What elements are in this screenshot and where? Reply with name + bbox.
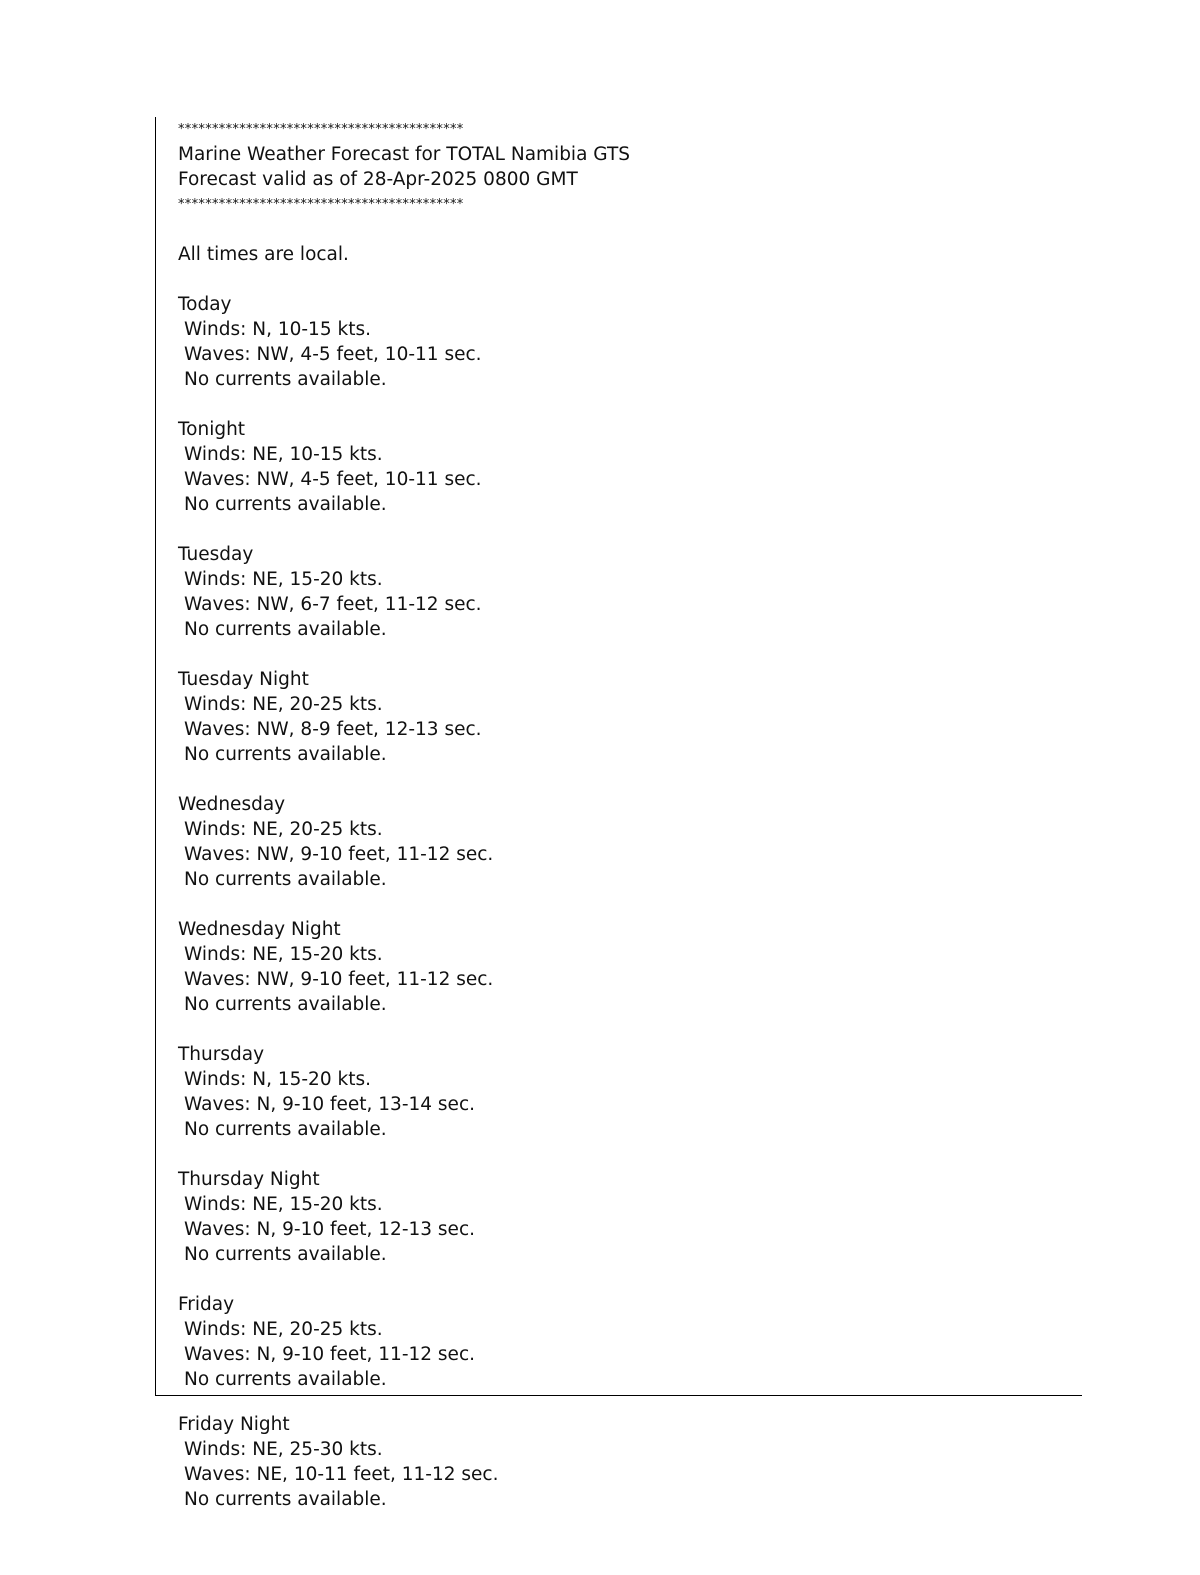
period-waves: Waves: N, 9-10 feet, 12-13 sec. bbox=[184, 1219, 475, 1240]
period-waves: Waves: NW, 4-5 feet, 10-11 sec. bbox=[184, 469, 482, 490]
forecast-period bbox=[178, 1167, 1058, 1292]
period-winds: Winds: N, 10-15 kts. bbox=[184, 319, 371, 340]
period-name: Friday Night bbox=[178, 1414, 290, 1435]
period-name: Tuesday Night bbox=[178, 669, 309, 690]
period-winds: Winds: NE, 20-25 kts. bbox=[184, 694, 383, 715]
forecast-period bbox=[178, 1292, 1058, 1392]
period-winds: Winds: NE, 15-20 kts. bbox=[184, 944, 383, 965]
period-name: Today bbox=[178, 294, 232, 315]
period-winds: Winds: N, 15-20 kts. bbox=[184, 1069, 371, 1090]
forecast-title: Marine Weather Forecast for TOTAL Namibia GTS bbox=[178, 144, 631, 165]
spacer bbox=[178, 1267, 1058, 1292]
spacer bbox=[178, 1142, 1058, 1167]
forecast-document bbox=[178, 117, 1058, 1392]
period-currents: No currents available. bbox=[184, 994, 387, 1015]
forecast-period bbox=[178, 667, 1058, 792]
period-winds: Winds: NE, 25-30 kts. bbox=[184, 1439, 383, 1460]
period-waves: Waves: NW, 9-10 feet, 11-12 sec. bbox=[184, 844, 494, 865]
period-waves: Waves: N, 9-10 feet, 13-14 sec. bbox=[184, 1094, 475, 1115]
forecast-period-overflow bbox=[178, 1412, 1058, 1512]
period-name: Wednesday Night bbox=[178, 919, 341, 940]
header-stars-top: ****************************************** bbox=[178, 122, 464, 137]
forecast-period bbox=[178, 1042, 1058, 1167]
spacer bbox=[178, 892, 1058, 917]
period-waves: Waves: N, 9-10 feet, 11-12 sec. bbox=[184, 1344, 475, 1365]
period-currents: No currents available. bbox=[184, 619, 387, 640]
bottom-border-rule bbox=[155, 1395, 1082, 1396]
left-border-rule bbox=[155, 117, 156, 1396]
period-waves: Waves: NE, 10-11 feet, 11-12 sec. bbox=[184, 1464, 499, 1485]
period-winds: Winds: NE, 10-15 kts. bbox=[184, 444, 383, 465]
forecast-period bbox=[178, 792, 1058, 917]
period-currents: No currents available. bbox=[184, 1244, 387, 1265]
forecast-period bbox=[178, 417, 1058, 542]
spacer bbox=[178, 267, 1058, 292]
period-name: Friday bbox=[178, 1294, 235, 1315]
spacer bbox=[178, 642, 1058, 667]
times-note: All times are local. bbox=[178, 244, 349, 265]
spacer bbox=[178, 1017, 1058, 1042]
period-name: Wednesday bbox=[178, 794, 286, 815]
period-name: Tonight bbox=[178, 419, 246, 440]
period-currents: No currents available. bbox=[184, 494, 387, 515]
spacer bbox=[178, 517, 1058, 542]
period-name: Tuesday bbox=[178, 544, 254, 565]
period-currents: No currents available. bbox=[184, 1119, 387, 1140]
period-winds: Winds: NE, 15-20 kts. bbox=[184, 569, 383, 590]
period-currents: No currents available. bbox=[184, 1489, 387, 1510]
period-waves: Waves: NW, 4-5 feet, 10-11 sec. bbox=[184, 344, 482, 365]
period-name: Thursday Night bbox=[178, 1169, 320, 1190]
period-currents: No currents available. bbox=[184, 369, 387, 390]
forecast-valid-time: Forecast valid as of 28-Apr-2025 0800 GMT bbox=[178, 169, 578, 190]
period-winds: Winds: NE, 15-20 kts. bbox=[184, 1194, 383, 1215]
header-stars-bottom: ****************************************** bbox=[178, 197, 464, 212]
period-name: Thursday bbox=[178, 1044, 265, 1065]
spacer bbox=[178, 767, 1058, 792]
forecast-period bbox=[178, 917, 1058, 1042]
period-winds: Winds: NE, 20-25 kts. bbox=[184, 819, 383, 840]
spacer bbox=[178, 217, 1058, 242]
period-winds: Winds: NE, 20-25 kts. bbox=[184, 1319, 383, 1340]
period-currents: No currents available. bbox=[184, 744, 387, 765]
spacer bbox=[178, 392, 1058, 417]
period-currents: No currents available. bbox=[184, 869, 387, 890]
period-waves: Waves: NW, 8-9 feet, 12-13 sec. bbox=[184, 719, 482, 740]
period-waves: Waves: NW, 6-7 feet, 11-12 sec. bbox=[184, 594, 482, 615]
forecast-period bbox=[178, 542, 1058, 667]
period-waves: Waves: NW, 9-10 feet, 11-12 sec. bbox=[184, 969, 494, 990]
period-currents: No currents available. bbox=[184, 1369, 387, 1390]
forecast-period bbox=[178, 292, 1058, 417]
